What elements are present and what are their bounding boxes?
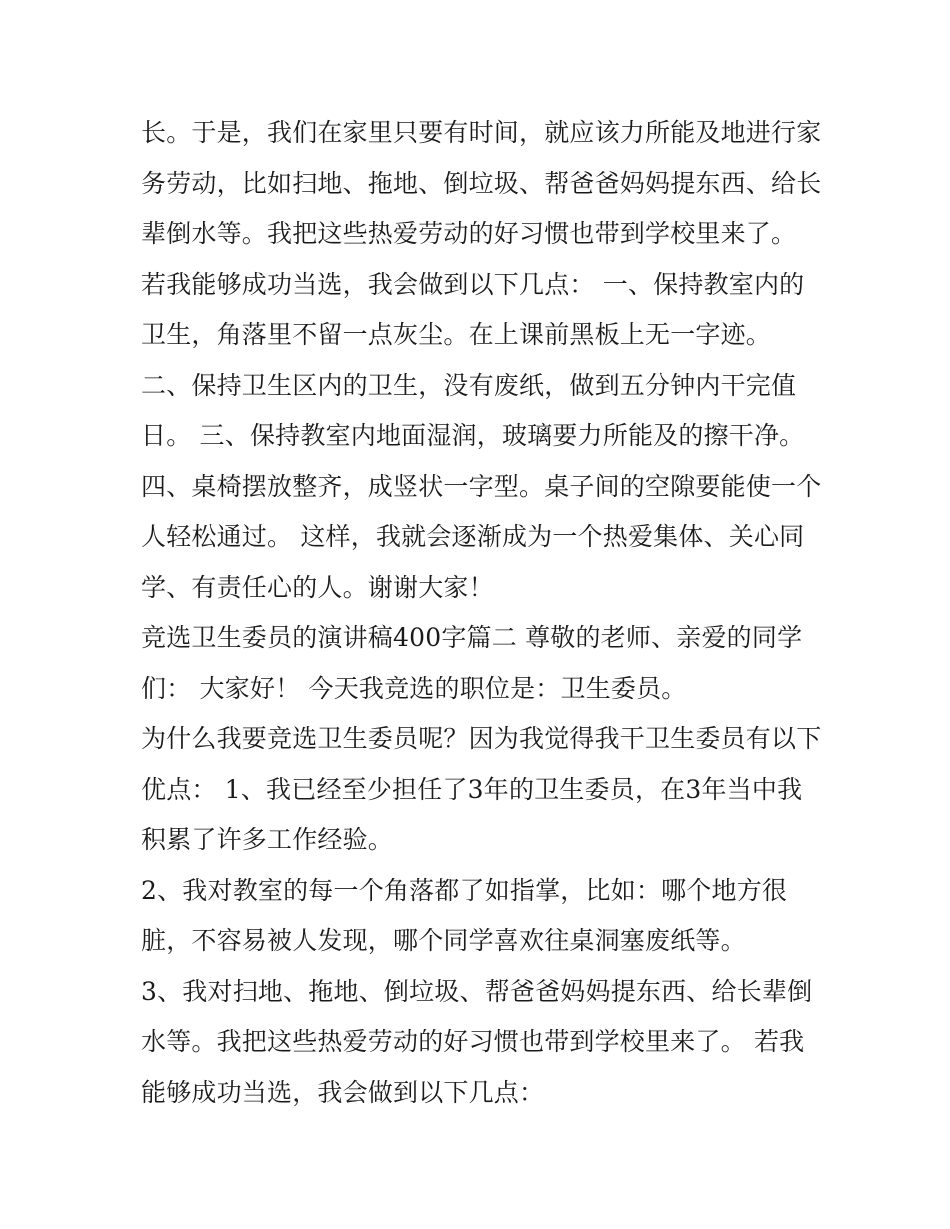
text-line: 卫生，角落里不留一点灰尘。在上课前黑板上无一字迹。 xyxy=(141,320,772,349)
text-line: 优点： 1、我已经至少担任了3年的卫生委员，在3年当中我 xyxy=(141,774,803,804)
text-line: 长。于是，我们在家里只要有时间，就应该力所能及地进行家 xyxy=(141,118,822,147)
text-line: 能够成功当选，我会做到以下几点： xyxy=(141,1077,545,1107)
text-line: 们： 大家好！ 今天我竞选的职位是：卫生委员。 xyxy=(141,673,687,703)
text-line: 日。 三、保持教室内地面湿润，玻璃要力所能及的擦干净。 xyxy=(141,421,805,450)
text-line: 3、我对扫地、拖地、倒垃圾、帮爸爸妈妈提东西、给长辈倒 xyxy=(141,976,813,1006)
text-line: 若我能够成功当选，我会做到以下几点： 一、保持教室内的 xyxy=(141,269,805,299)
text-line: 人轻松通过。 这样，我就会逐渐成为一个热爱集体、关心同 xyxy=(141,522,805,551)
document-body xyxy=(141,108,831,1118)
text-line: 辈倒水等。我把这些热爱劳动的好习惯也带到学校里来了。 xyxy=(141,219,797,248)
text-line: 脏，不容易被人发现，哪个同学喜欢往桌洞塞废纸等。 xyxy=(141,926,746,955)
text-line: 为什么我要竞选卫生委员呢？因为我觉得我干卫生委员有以下 xyxy=(141,724,822,753)
text-line: 二、保持卫生区内的卫生，没有废纸，做到五分钟内干完值 xyxy=(141,370,797,400)
text-line: 学、有责任心的人。谢谢大家！ xyxy=(141,572,494,602)
text-line: 积累了许多工作经验。 xyxy=(141,825,394,854)
section-heading-line: 竞选卫生委员的演讲稿400字篇二 尊敬的老师、亲爱的同学 xyxy=(141,623,803,652)
text-line: 2、我对教室的每一个角落都了如指掌，比如：哪个地方很 xyxy=(141,875,788,905)
text-line: 务劳动，比如扫地、拖地、倒垃圾、帮爸爸妈妈提东西、给长 xyxy=(141,168,822,198)
text-line: 水等。我把这些热爱劳动的好习惯也带到学校里来了。 若我 xyxy=(141,1027,805,1056)
text-line: 四、桌椅摆放整齐，成竖状一字型。桌子间的空隙要能使一个 xyxy=(141,471,822,501)
